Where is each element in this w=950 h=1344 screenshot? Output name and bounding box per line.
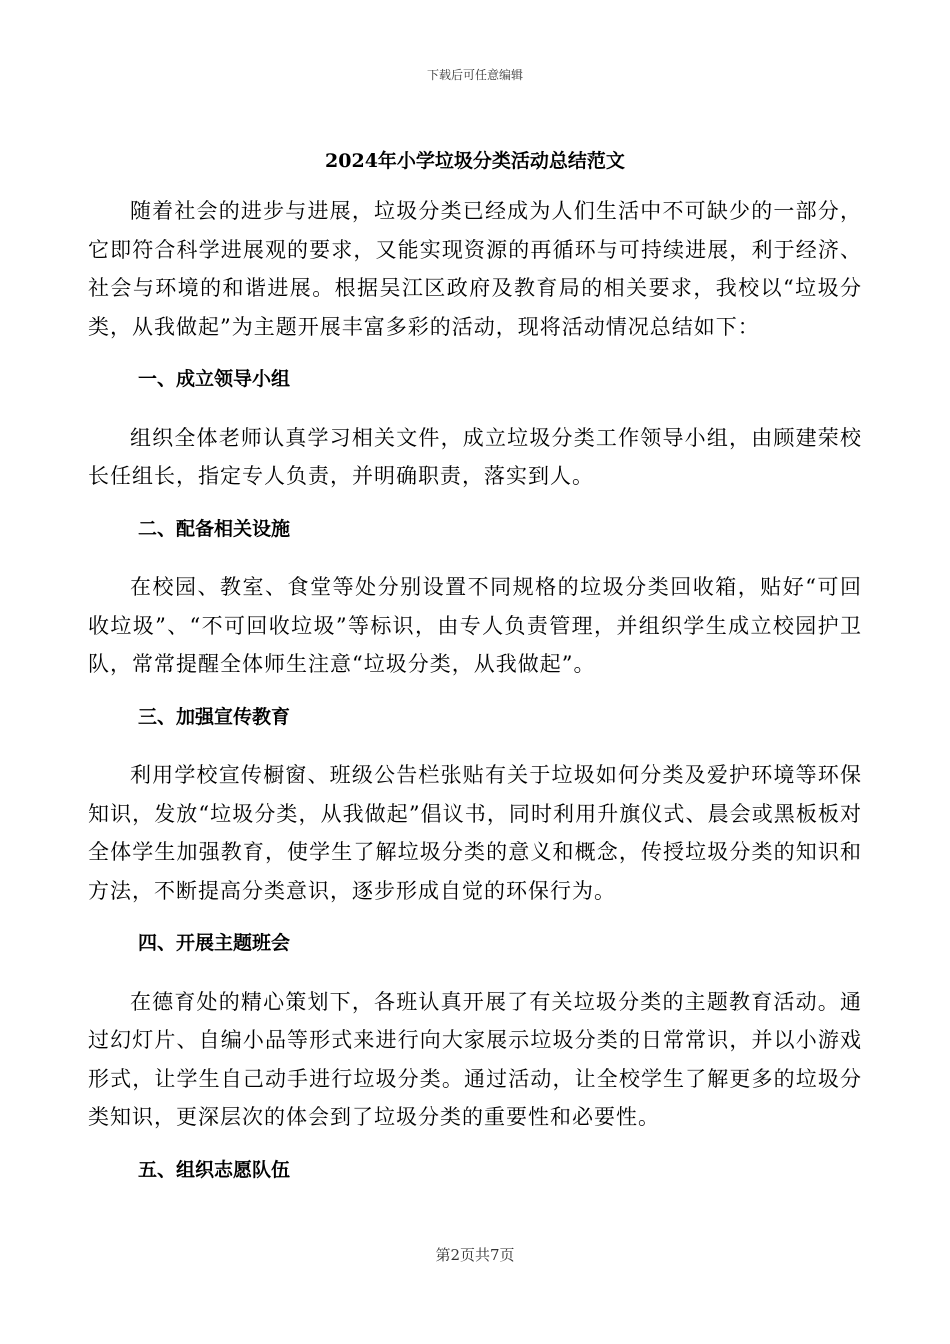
section-body-3: 利用学校宣传橱窗、班级公告栏张贴有关于垃圾如何分类及爱护环境等环保知识，发放“垃圾分类，从我做起”倡议书，同时利用升旗仪式、晨会或黑板板对全体学生加强教育，使学生了解垃圾分类的意义和概念，传授垃圾分类的知识和方法，不断提高分类意识，逐步形成自觉的环保行为。 bbox=[88, 763, 862, 903]
section-body-4: 在德育处的精心策划下，各班认真开展了有关垃圾分类的主题教育活动。通过幻灯片、自编小品等形式来进行向大家展示垃圾分类的日常常识，并以小游戏形式，让学生自己动手进行垃圾分类。通过活动，让全校学生了解更多的垃圾分类知识，更深层次的体会到了垃圾分类的重要性和必要性。 bbox=[88, 989, 862, 1129]
document-title: 2024年小学垃圾分类活动总结范文 bbox=[325, 150, 625, 172]
section-heading-3: 三、加强宣传教育 bbox=[138, 705, 291, 728]
intro-paragraph: 随着社会的进步与进展，垃圾分类已经成为人们生活中不可缺少的一部分，它即符合科学进展观的要求，又能实现资源的再循环与可持续进展，利于经济、社会与环境的和谐进展。根据吴江区政府及教育局的相关要求，我校以“垃圾分类，从我做起”为主题开展丰富多彩的活动，现将活动情况总结如下： bbox=[88, 199, 862, 339]
section-heading-4: 四、开展主题班会 bbox=[138, 932, 291, 954]
section-body-1: 组织全体老师认真学习相关文件，成立垃圾分类工作领导小组，由顾建荣校长任组长，指定专人负责，并明确职责，落实到人。 bbox=[88, 425, 862, 488]
document-body bbox=[88, 192, 862, 1189]
page-footer: 第2页共7页 bbox=[435, 1246, 515, 1264]
header-note: 下载后可任意编辑 bbox=[426, 68, 523, 82]
section-heading-5: 五、组织志愿队伍 bbox=[138, 1158, 291, 1181]
section-body-2: 在校园、教室、食堂等处分别设置不同规格的垃圾分类回收箱，贴好“可回收垃圾”、“不可回收垃圾”等标识，由专人负责管理，并组织学生成立校园护卫队，常常提醒全体师生注意“垃圾分类，从我做起”。 bbox=[88, 575, 862, 676]
section-heading-1: 一、成立领导小组 bbox=[138, 368, 291, 390]
section-heading-2: 二、配备相关设施 bbox=[138, 517, 291, 540]
